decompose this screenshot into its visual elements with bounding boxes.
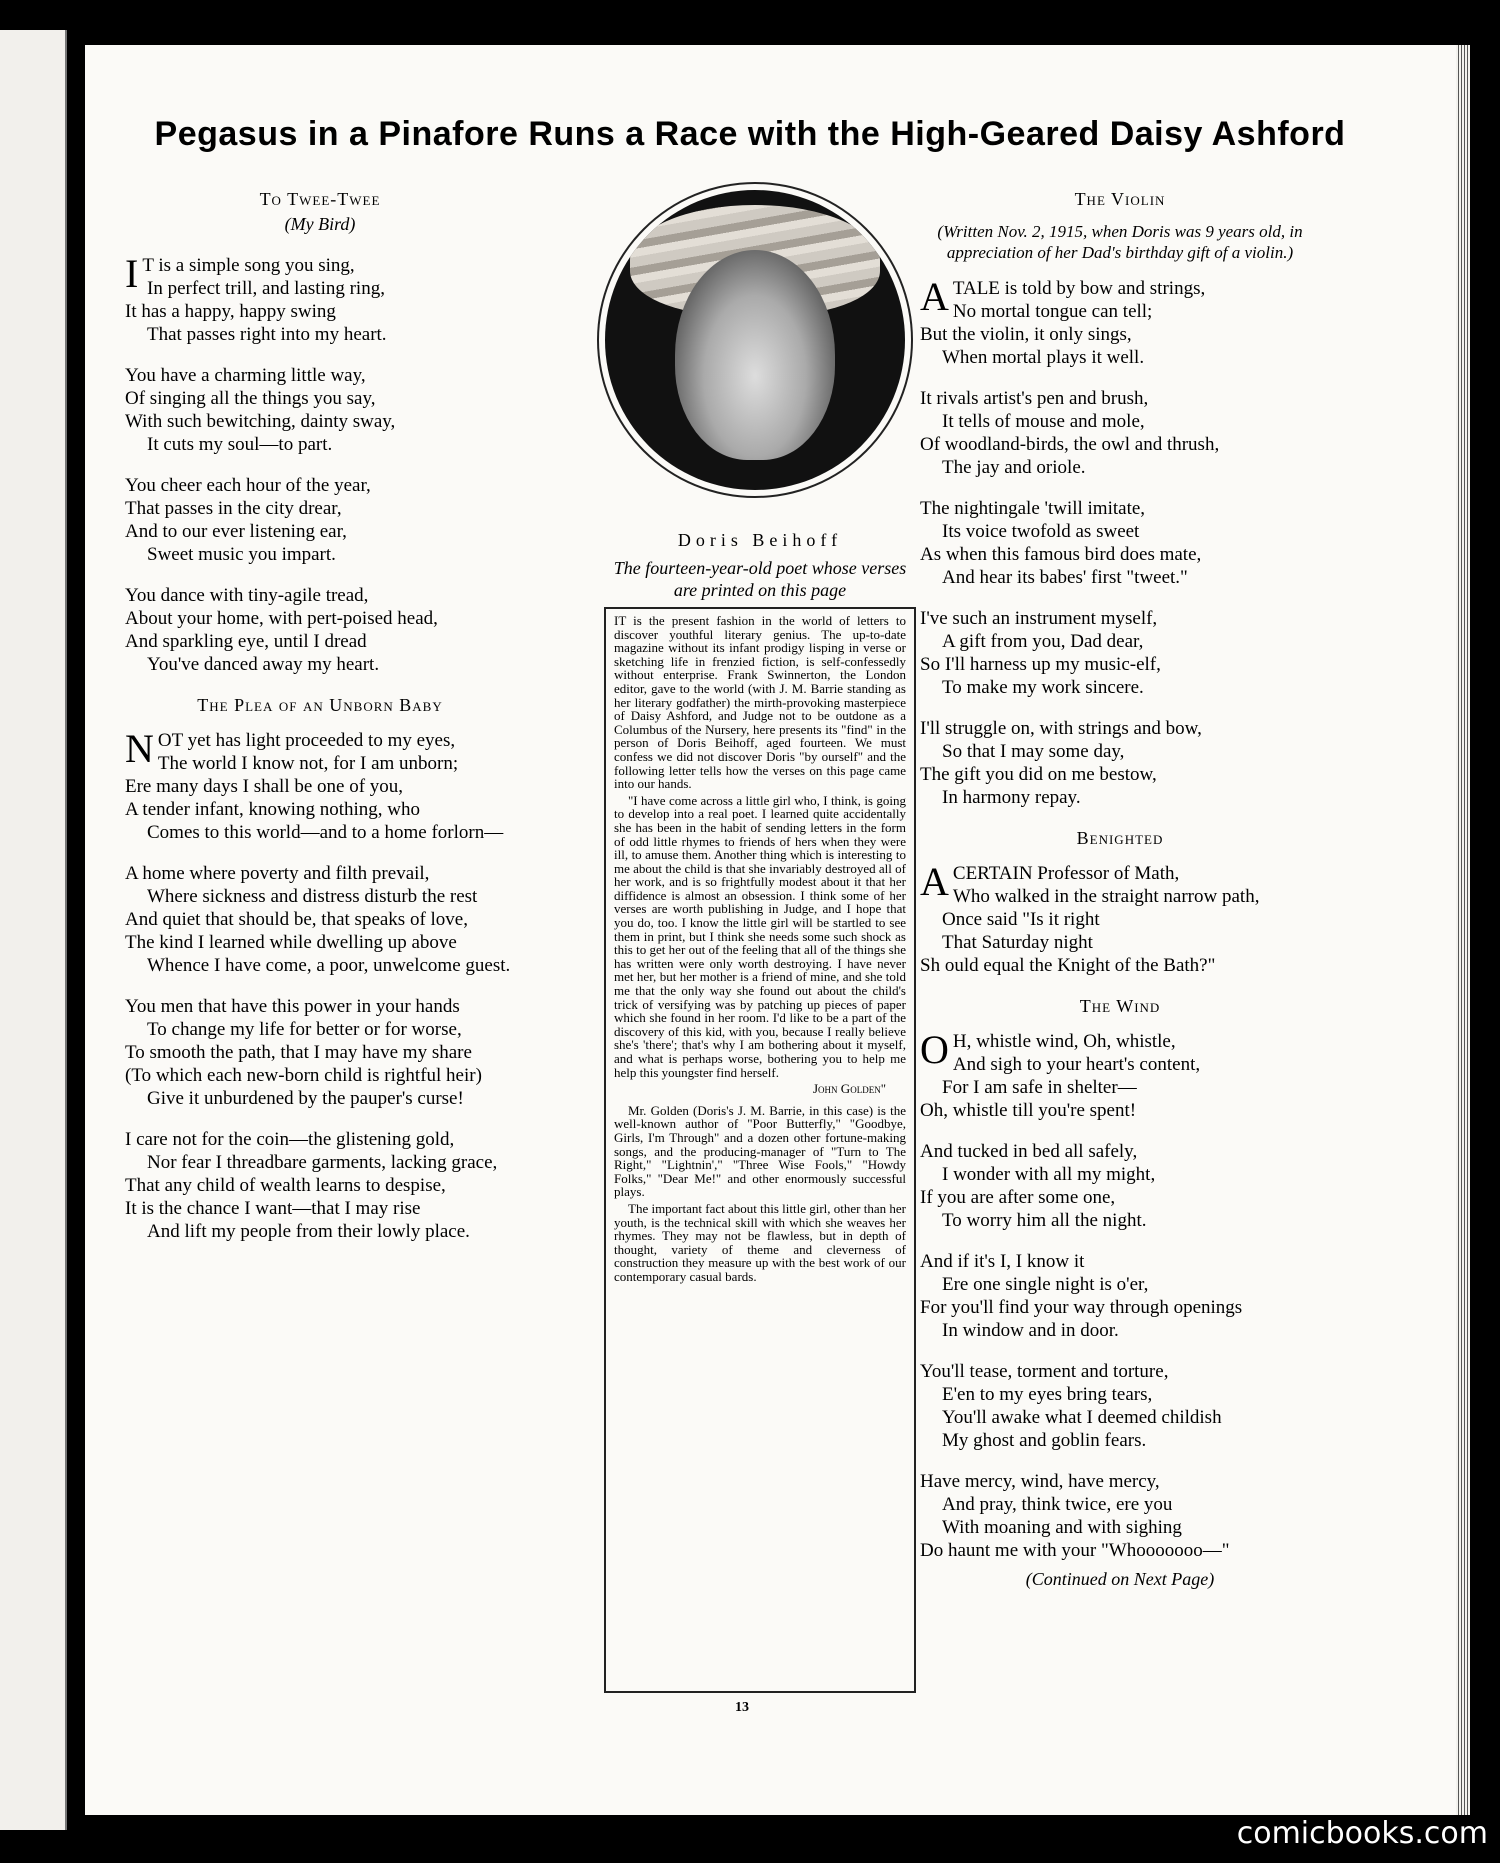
poem-line: With such bewitching, dainty sway, bbox=[125, 411, 396, 432]
poem-line: Give it unburdened by the pauper's curse! bbox=[147, 1088, 464, 1109]
poem-line: I've such an instrument myself, bbox=[920, 608, 1158, 629]
poem-line: It tells of mouse and mole, bbox=[942, 411, 1145, 432]
poem-line: Do haunt me with your "Whooooooo—" bbox=[920, 1540, 1230, 1561]
poem-stanza bbox=[125, 474, 515, 566]
drop-cap: I bbox=[125, 251, 139, 296]
poem-stanza bbox=[920, 1250, 1320, 1342]
poem-line: If you are after some one, bbox=[920, 1187, 1116, 1208]
poem-stanza bbox=[125, 1128, 515, 1243]
drop-cap: A bbox=[920, 274, 949, 319]
poem-line: (To which each new-born child is rightful heir) bbox=[125, 1065, 482, 1086]
intro-box bbox=[604, 607, 916, 1693]
poem-line: The jay and oriole. bbox=[942, 457, 1086, 478]
poem-line: As when this famous bird does mate, bbox=[920, 544, 1202, 565]
poem-line: In harmony repay. bbox=[942, 787, 1081, 808]
poem-stanza bbox=[920, 1140, 1320, 1232]
poem-line: To smooth the path, that I may have my share bbox=[125, 1042, 472, 1063]
poem-line: It has a happy, happy swing bbox=[125, 301, 336, 322]
poem-stanza bbox=[920, 1360, 1320, 1452]
poem-line: You men that have this power in your hands bbox=[125, 996, 460, 1017]
poem-line: It cuts my soul—to part. bbox=[147, 434, 333, 455]
poem-line: In perfect trill, and lasting ring, bbox=[147, 278, 385, 299]
watermark: comicbooks.com bbox=[1236, 1816, 1488, 1851]
poem-line: And sparkling eye, until I dread bbox=[125, 631, 367, 652]
poem-stanza bbox=[920, 859, 1320, 977]
poem-line: No mortal tongue can tell; bbox=[952, 301, 1153, 322]
poem-line: You dance with tiny-agile tread, bbox=[125, 585, 369, 606]
poem-line: Ere many days I shall be one of you, bbox=[125, 776, 404, 797]
poem-line: It is the chance I want—that I may rise bbox=[125, 1198, 421, 1219]
poem-line: E'en to my eyes bring tears, bbox=[942, 1384, 1153, 1405]
poem-line: You'll tease, torment and torture, bbox=[920, 1361, 1169, 1382]
poem-line: To make my work sincere. bbox=[942, 677, 1144, 698]
poem-stanza bbox=[920, 387, 1320, 479]
poem-line: So that I may some day, bbox=[942, 741, 1125, 762]
poem-line: The kind I learned while dwelling up above bbox=[125, 932, 457, 953]
drop-cap: N bbox=[125, 726, 154, 771]
poem-line: The nightingale 'twill imitate, bbox=[920, 498, 1146, 519]
poem-line: A tender infant, knowing nothing, who bbox=[125, 799, 420, 820]
poem-line: To change my life for better or for worse, bbox=[147, 1019, 462, 1040]
poem-line: And sigh to your heart's content, bbox=[952, 1054, 1201, 1075]
poem-stanza bbox=[125, 726, 515, 844]
poem-line: O H, whistle wind, Oh, whistle, bbox=[920, 1027, 1176, 1072]
poem-line: A home where poverty and filth prevail, bbox=[125, 863, 430, 884]
poem-title: The Violin bbox=[1074, 189, 1166, 209]
poem-line: And hear its babes' first "tweet." bbox=[942, 567, 1188, 588]
poem-stanza bbox=[920, 274, 1320, 369]
poem-line: About your home, with pert-poised head, bbox=[125, 608, 438, 629]
poem-line: Its voice twofold as sweet bbox=[942, 521, 1140, 542]
poem-line: Ere one single night is o'er, bbox=[942, 1274, 1149, 1295]
poem-line: Whence I have come, a poor, unwelcome guest. bbox=[147, 955, 511, 976]
poem-line: But the violin, it only sings, bbox=[920, 324, 1132, 345]
poem-stanza bbox=[920, 1027, 1320, 1122]
poem-title: Benighted bbox=[1076, 828, 1164, 848]
letter-signature: John Golden" bbox=[813, 1081, 886, 1097]
poem-line: Sh ould equal the Knight of the Bath?" bbox=[920, 955, 1216, 976]
photo-caption bbox=[600, 530, 920, 601]
poem-line: So I'll harness up my music-elf, bbox=[920, 654, 1161, 675]
poem-line: When mortal plays it well. bbox=[942, 347, 1145, 368]
poem-note: (Written Nov. 2, 1915, when Doris was 9 years old, in appreciation of her Dad's birthday gift of a violin.) bbox=[937, 222, 1303, 262]
poem-line: And pray, think twice, ere you bbox=[942, 1494, 1173, 1515]
continued-note: (Continued on Next Page) bbox=[1025, 1569, 1215, 1589]
poem-line: You'll awake what I deemed childish bbox=[942, 1407, 1222, 1428]
page-edge bbox=[1456, 45, 1470, 1815]
poem-line: I T is a simple song you sing, bbox=[125, 251, 355, 296]
poem-line: Have mercy, wind, have mercy, bbox=[920, 1471, 1160, 1492]
poem-line: A gift from you, Dad dear, bbox=[942, 631, 1144, 652]
poem-line: Comes to this world—and to a home forlorn— bbox=[147, 822, 504, 843]
poem-line: For I am safe in shelter— bbox=[942, 1077, 1137, 1098]
poem-line: The world I know not, for I am unborn; bbox=[157, 753, 459, 774]
caption-text: The fourteen-year-old poet whose verses are printed on this page bbox=[613, 558, 907, 600]
letter-paragraph: "I have come across a little girl who, I think, is going to develop into a real poet. I learned quite accidentally she has been in the habit of sending letters in the form of odd little rhymes to friends of hers when they were ill, to amuse them. Another thing which is interesting to me about the child is that she invariably destroyed all of her work, and is so frightfully modest about it that her diffidence is almost an obsession. I think some of her verses are worth publishing in Judge, and I hope that you do, too. I know the little girl will be startled to see them in print, but I think she needs some such shock as this to get her out of the feeling that all of the things she has written were only worth destroying. I have never met her, but her mother is a friend of mine, and she told me that the only way she found out about the child's trick of versifying was by patching up pieces of paper which she found in her room. I'd like to be a part of the discovery of this kid, with you, because I really believe she's 'there'; that's why I am bothering about it myself, and what is perhaps worse, bothering you to help me help this youngster find herself. bbox=[614, 792, 906, 1080]
poem-line: You have a charming little way, bbox=[125, 365, 366, 386]
portrait-face bbox=[675, 250, 835, 460]
poem-line: NOT yet has light proceeded to my eyes, bbox=[125, 726, 456, 771]
portrait-photo bbox=[605, 190, 905, 490]
poem-stanza bbox=[920, 607, 1320, 699]
poem-line: That passes in the city drear, bbox=[125, 498, 342, 519]
poem-stanza bbox=[125, 995, 515, 1110]
poem-title: The Wind bbox=[1079, 996, 1161, 1016]
poem-subtitle: (My Bird) bbox=[284, 214, 356, 234]
facing-page-edge bbox=[0, 30, 67, 1830]
poem-line: ACERTAIN Professor of Math, bbox=[920, 859, 1180, 904]
poem-line: I'll struggle on, with strings and bow, bbox=[920, 718, 1202, 739]
poem-line: My ghost and goblin fears. bbox=[942, 1430, 1147, 1451]
poem-line: I care not for the coin—the glistening gold, bbox=[125, 1129, 455, 1150]
golden-paragraph: Mr. Golden (Doris's J. M. Barrie, in this case) is the well-known author of "Poor Butterfly," "Goodbye, Girls, I'm Through" and a dozen other fortune-making songs, and the producing-manager of "Turn to The Right," "Lightnin'," "Three Wise Fools," "Howdy Folks," "Dear Me!" and other enormously successful plays. bbox=[614, 1102, 906, 1200]
poem-stanza bbox=[125, 862, 515, 977]
poem-line: It rivals artist's pen and brush, bbox=[920, 388, 1149, 409]
drop-cap: A bbox=[920, 859, 949, 904]
poem-line: Oh, whistle till you're spent! bbox=[920, 1100, 1137, 1121]
poem-line: You've danced away my heart. bbox=[147, 654, 380, 675]
page-title: Pegasus in a Pinafore Runs a Race with the High-Geared Daisy Ashford bbox=[154, 115, 1346, 153]
closing-paragraph: The important fact about this little girl, other than her youth, is the technical skill with which she weaves her rhymes. They may not be flawless, but in depth of thought, variety of theme and cleverness of construction they measure up with the best work of our contemporary casual bards. bbox=[614, 1200, 906, 1284]
poem-line: That any child of wealth learns to despise, bbox=[125, 1175, 446, 1196]
poem-title: To Twee-Twee bbox=[259, 189, 381, 209]
poem-line: Who walked in the straight narrow path, bbox=[952, 886, 1260, 907]
poem-line: That Saturday night bbox=[942, 932, 1093, 953]
poem-line: And if it's I, I know it bbox=[920, 1251, 1085, 1272]
poem-line: The gift you did on me bestow, bbox=[920, 764, 1157, 785]
poem-line: That passes right into my heart. bbox=[147, 324, 387, 345]
intro-paragraph: IT is the present fashion in the world of letters to discover youthful literary genius. The up-to-date magazine without its infant prodigy lisping in verse or sketching life in frenzied fiction, is self-confessedly without enterprise. Frank Swinnerton, the London editor, gave to the world (with J. M. Barrie standing as her literary godfather) the mirth-provoking masterpiece of Daisy Ashford, and Judge not to be outdone as a Columbus of the Nursery, here presents its "find" in the person of Doris Beihoff, aged fourteen. We must confess we did not discover Doris "by ourself" and the following letter tells how the verses on this page came into our hands. bbox=[614, 613, 906, 792]
poem-line: Once said "Is it right bbox=[942, 909, 1100, 930]
poem-line: And tucked in bed all safely, bbox=[920, 1141, 1138, 1162]
poem-stanza bbox=[920, 497, 1320, 589]
poem-stanza bbox=[920, 717, 1320, 809]
page-number: 13 bbox=[735, 1700, 749, 1715]
poem-stanza bbox=[125, 251, 515, 346]
drop-cap: O bbox=[920, 1027, 949, 1072]
left-column bbox=[125, 180, 515, 1261]
poem-line: Sweet music you impart. bbox=[147, 544, 336, 565]
right-column bbox=[920, 180, 1320, 1609]
poem-line: In window and in door. bbox=[942, 1320, 1119, 1341]
poem-line: Where sickness and distress disturb the rest bbox=[147, 886, 478, 907]
poem-line: To worry him all the night. bbox=[942, 1210, 1147, 1231]
poem-line: ATALE is told by bow and strings, bbox=[920, 274, 1206, 319]
poem-line: And lift my people from their lowly place. bbox=[147, 1221, 470, 1242]
poem-stanza bbox=[920, 1470, 1320, 1562]
poem-line: And to our ever listening ear, bbox=[125, 521, 347, 542]
poem-stanza bbox=[125, 584, 515, 676]
poem-title: The Plea of an Unborn Baby bbox=[197, 695, 443, 715]
caption-name: Doris Beihoff bbox=[677, 530, 843, 550]
poem-line: Nor fear I threadbare garments, lacking grace, bbox=[147, 1152, 498, 1173]
poem-line: I wonder with all my might, bbox=[942, 1164, 1156, 1185]
poem-line: Of singing all the things you say, bbox=[125, 388, 376, 409]
poem-stanza bbox=[125, 364, 515, 456]
poem-line: Of woodland-birds, the owl and thrush, bbox=[920, 434, 1220, 455]
poem-line: You cheer each hour of the year, bbox=[125, 475, 371, 496]
poem-line: For you'll find your way through openings bbox=[920, 1297, 1243, 1318]
poem-line: With moaning and with sighing bbox=[942, 1517, 1182, 1538]
poem-line: And quiet that should be, that speaks of love, bbox=[125, 909, 468, 930]
